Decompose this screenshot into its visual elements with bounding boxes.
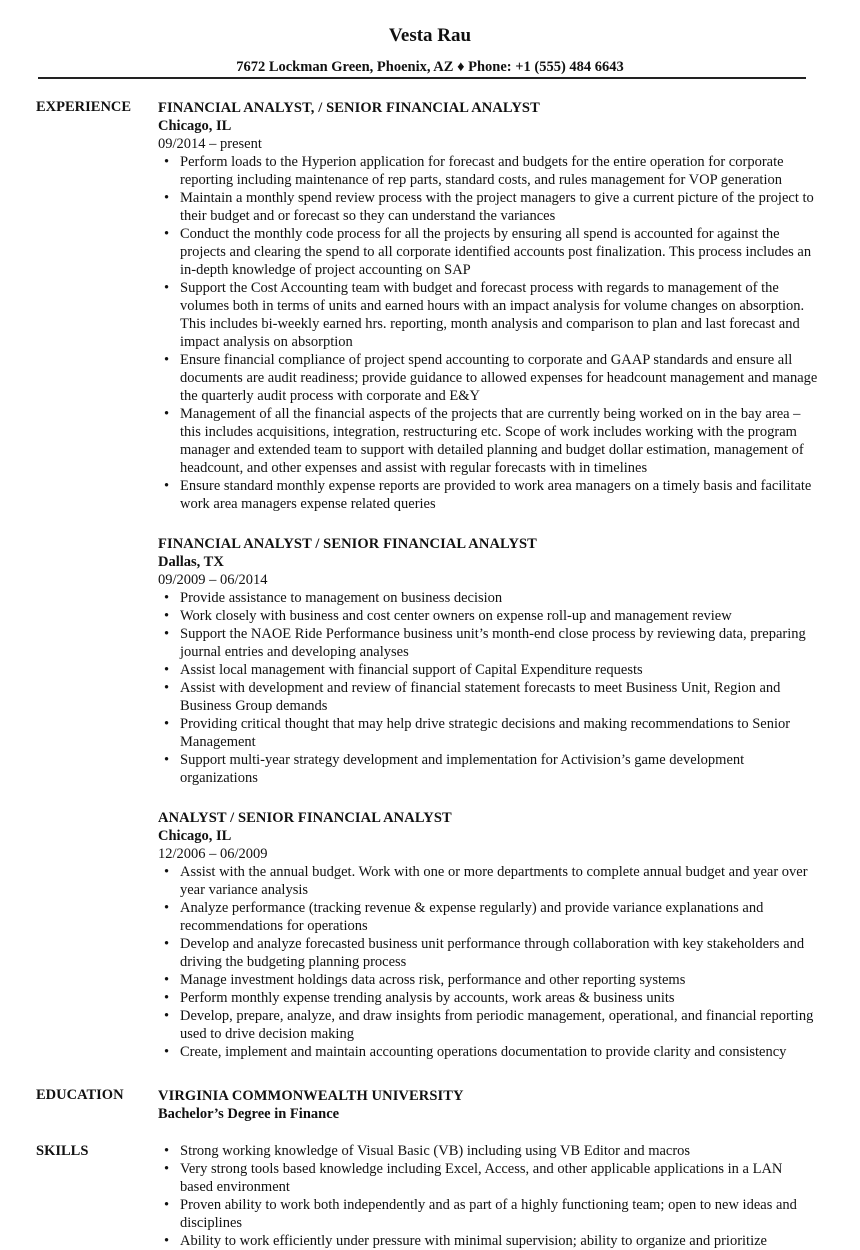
bullet-text: • Ability to work efficiently under pressure with minimal supervision; ability to organize and prioritize xyxy=(180,1233,767,1249)
bullet-text: • Providing critical thought that may help drive strategic decisions and making recommendations to Senior Management xyxy=(180,716,791,750)
contact-line: 7672 Lockman Green, Phoenix, AZ ♦ Phone: +1 (555) 484 6643 xyxy=(236,59,624,75)
degree: Bachelor’s Degree in Finance xyxy=(158,1106,340,1122)
school-name: VIRGINIA COMMONWEALTH UNIVERSITY xyxy=(158,1088,464,1104)
list-item xyxy=(158,589,818,607)
bullet-text: • Create, implement and maintain accounting operations documentation to provide clarity and consistency xyxy=(180,1044,787,1060)
job-dates: 09/2009 – 06/2014 xyxy=(158,572,268,588)
job-title: ANALYST / SENIOR FINANCIAL ANALYST xyxy=(158,810,452,826)
job-bullets xyxy=(158,863,818,1061)
list-item xyxy=(158,189,818,225)
job-dates: 12/2006 – 06/2009 xyxy=(158,846,268,862)
list-item xyxy=(158,679,818,715)
skills-entry xyxy=(158,1142,818,1250)
bullet-text: • Manage investment holdings data across risk, performance and other reporting systems xyxy=(180,972,686,988)
list-item xyxy=(158,279,818,351)
bullet-text: • Work closely with business and cost center owners on expense roll-up and management review xyxy=(180,608,732,624)
bullet-text: • Develop, prepare, analyze, and draw insights from periodic management, operational, and financial reporting used to drive decision making xyxy=(180,1008,814,1042)
bullet-text: • Strong working knowledge of Visual Basic (VB) including using VB Editor and macros xyxy=(180,1143,691,1159)
list-item xyxy=(158,661,818,679)
list-item xyxy=(158,1160,818,1196)
job-bullets xyxy=(158,589,818,787)
bullet-text: • Very strong tools based knowledge including Excel, Access, and other applicable applications in a LAN based environment xyxy=(180,1161,783,1195)
list-item xyxy=(158,625,818,661)
list-item xyxy=(158,351,818,405)
bullet-text: • Assist local management with financial support of Capital Expenditure requests xyxy=(180,662,643,678)
section-label-skills: SKILLS xyxy=(36,1143,89,1159)
list-item xyxy=(158,899,818,935)
header-divider xyxy=(38,77,806,79)
list-item xyxy=(158,405,818,477)
list-item xyxy=(158,1007,818,1043)
bullet-text: • Perform monthly expense trending analysis by accounts, work areas & business units xyxy=(180,990,675,1006)
list-item xyxy=(158,1043,818,1061)
bullet-text: • Perform loads to the Hyperion application for forecast and budgets for the entire operation for corporate reporting including maintenance of rep parts, standard costs, and rules management for VOP generation xyxy=(180,154,784,188)
job-title: FINANCIAL ANALYST, / SENIOR FINANCIAL ANALYST xyxy=(158,100,540,116)
list-item xyxy=(158,935,818,971)
list-item xyxy=(158,989,818,1007)
bullet-text: • Maintain a monthly spend review process with the project managers to give a current picture of the project to their budget and or forecast so they can understand the variances xyxy=(180,190,814,224)
education-entry xyxy=(158,1087,818,1123)
job-entry xyxy=(158,535,818,787)
job-title: FINANCIAL ANALYST / SENIOR FINANCIAL ANALYST xyxy=(158,536,537,552)
bullet-text: • Proven ability to work both independently and as part of a highly functioning team; open to new ideas and disciplines xyxy=(180,1197,797,1231)
bullet-text: • Provide assistance to management on business decision xyxy=(180,590,503,606)
list-item xyxy=(158,1196,818,1232)
list-item xyxy=(158,971,818,989)
list-item xyxy=(158,225,818,279)
bullet-text: • Support the NAOE Ride Performance business unit’s month-end close process by reviewing data, preparing journal entries and developing analyses xyxy=(180,626,806,660)
bullet-text: • Support the Cost Accounting team with budget and forecast process with regards to management of the volumes both in terms of units and earned hours with an impact analysis for volume changes on absorption. This includes bi-weekly earned hrs. reporting, month analysis and comparison to plan and last forecast and impact analysis on absorption xyxy=(180,280,805,350)
list-item xyxy=(158,751,818,787)
job-dates: 09/2014 – present xyxy=(158,136,262,152)
list-item xyxy=(158,715,818,751)
section-label-education: EDUCATION xyxy=(36,1087,124,1103)
job-location: Chicago, IL xyxy=(158,828,232,844)
list-item xyxy=(158,863,818,899)
list-item xyxy=(158,607,818,625)
bullet-text: • Ensure standard monthly expense reports are provided to work area managers on a timely basis and facilitate work area managers expense related queries xyxy=(180,478,812,512)
job-location: Chicago, IL xyxy=(158,118,232,134)
job-entry xyxy=(158,809,818,1061)
bullet-text: • Management of all the financial aspects of the projects that are currently being worked on in the bay area – this includes acquisitions, integration, restructuring etc. Scope of work includes working with the program manager and extended team to support with detailed planning and budget dollar estimation, management of headcount, and other expenses and assist with regular forecasts with in timelines xyxy=(180,406,804,476)
skills-bullets xyxy=(158,1142,818,1250)
bullet-text: • Ensure financial compliance of project spend accounting to corporate and GAAP standards and ensure all documents are audit readiness; provide guidance to allowed expenses for headcount management and manage the quarterly audit process with corporate and E&Y xyxy=(180,352,818,404)
job-location: Dallas, TX xyxy=(158,554,224,570)
bullet-text: • Assist with development and review of financial statement forecasts to meet Business Unit, Region and Business Group demands xyxy=(180,680,781,714)
list-item xyxy=(158,1232,818,1250)
list-item xyxy=(158,477,818,513)
bullet-text: • Conduct the monthly code process for all the projects by ensuring all spend is accounted for against the projects and clearing the spend to all corporate identified accounts post finalization. This process includes an in-depth knowledge of project accounting on SAP xyxy=(180,226,812,278)
section-label-experience: EXPERIENCE xyxy=(36,99,132,115)
bullet-text: • Develop and analyze forecasted business unit performance through collaboration with key stakeholders and driving the budgeting planning process xyxy=(180,936,805,970)
bullet-text: • Analyze performance (tracking revenue & expense regularly) and provide variance explanations and recommendations for operations xyxy=(180,900,764,934)
job-bullets xyxy=(158,153,818,513)
candidate-name: Vesta Rau xyxy=(388,25,472,46)
bullet-text: • Support multi-year strategy development and implementation for Activision’s game development organizations xyxy=(180,752,745,786)
job-entry xyxy=(158,99,818,513)
list-item xyxy=(158,1142,818,1160)
bullet-text: • Assist with the annual budget. Work with one or more departments to complete annual budget and year over year variance analysis xyxy=(180,864,808,898)
list-item xyxy=(158,153,818,189)
